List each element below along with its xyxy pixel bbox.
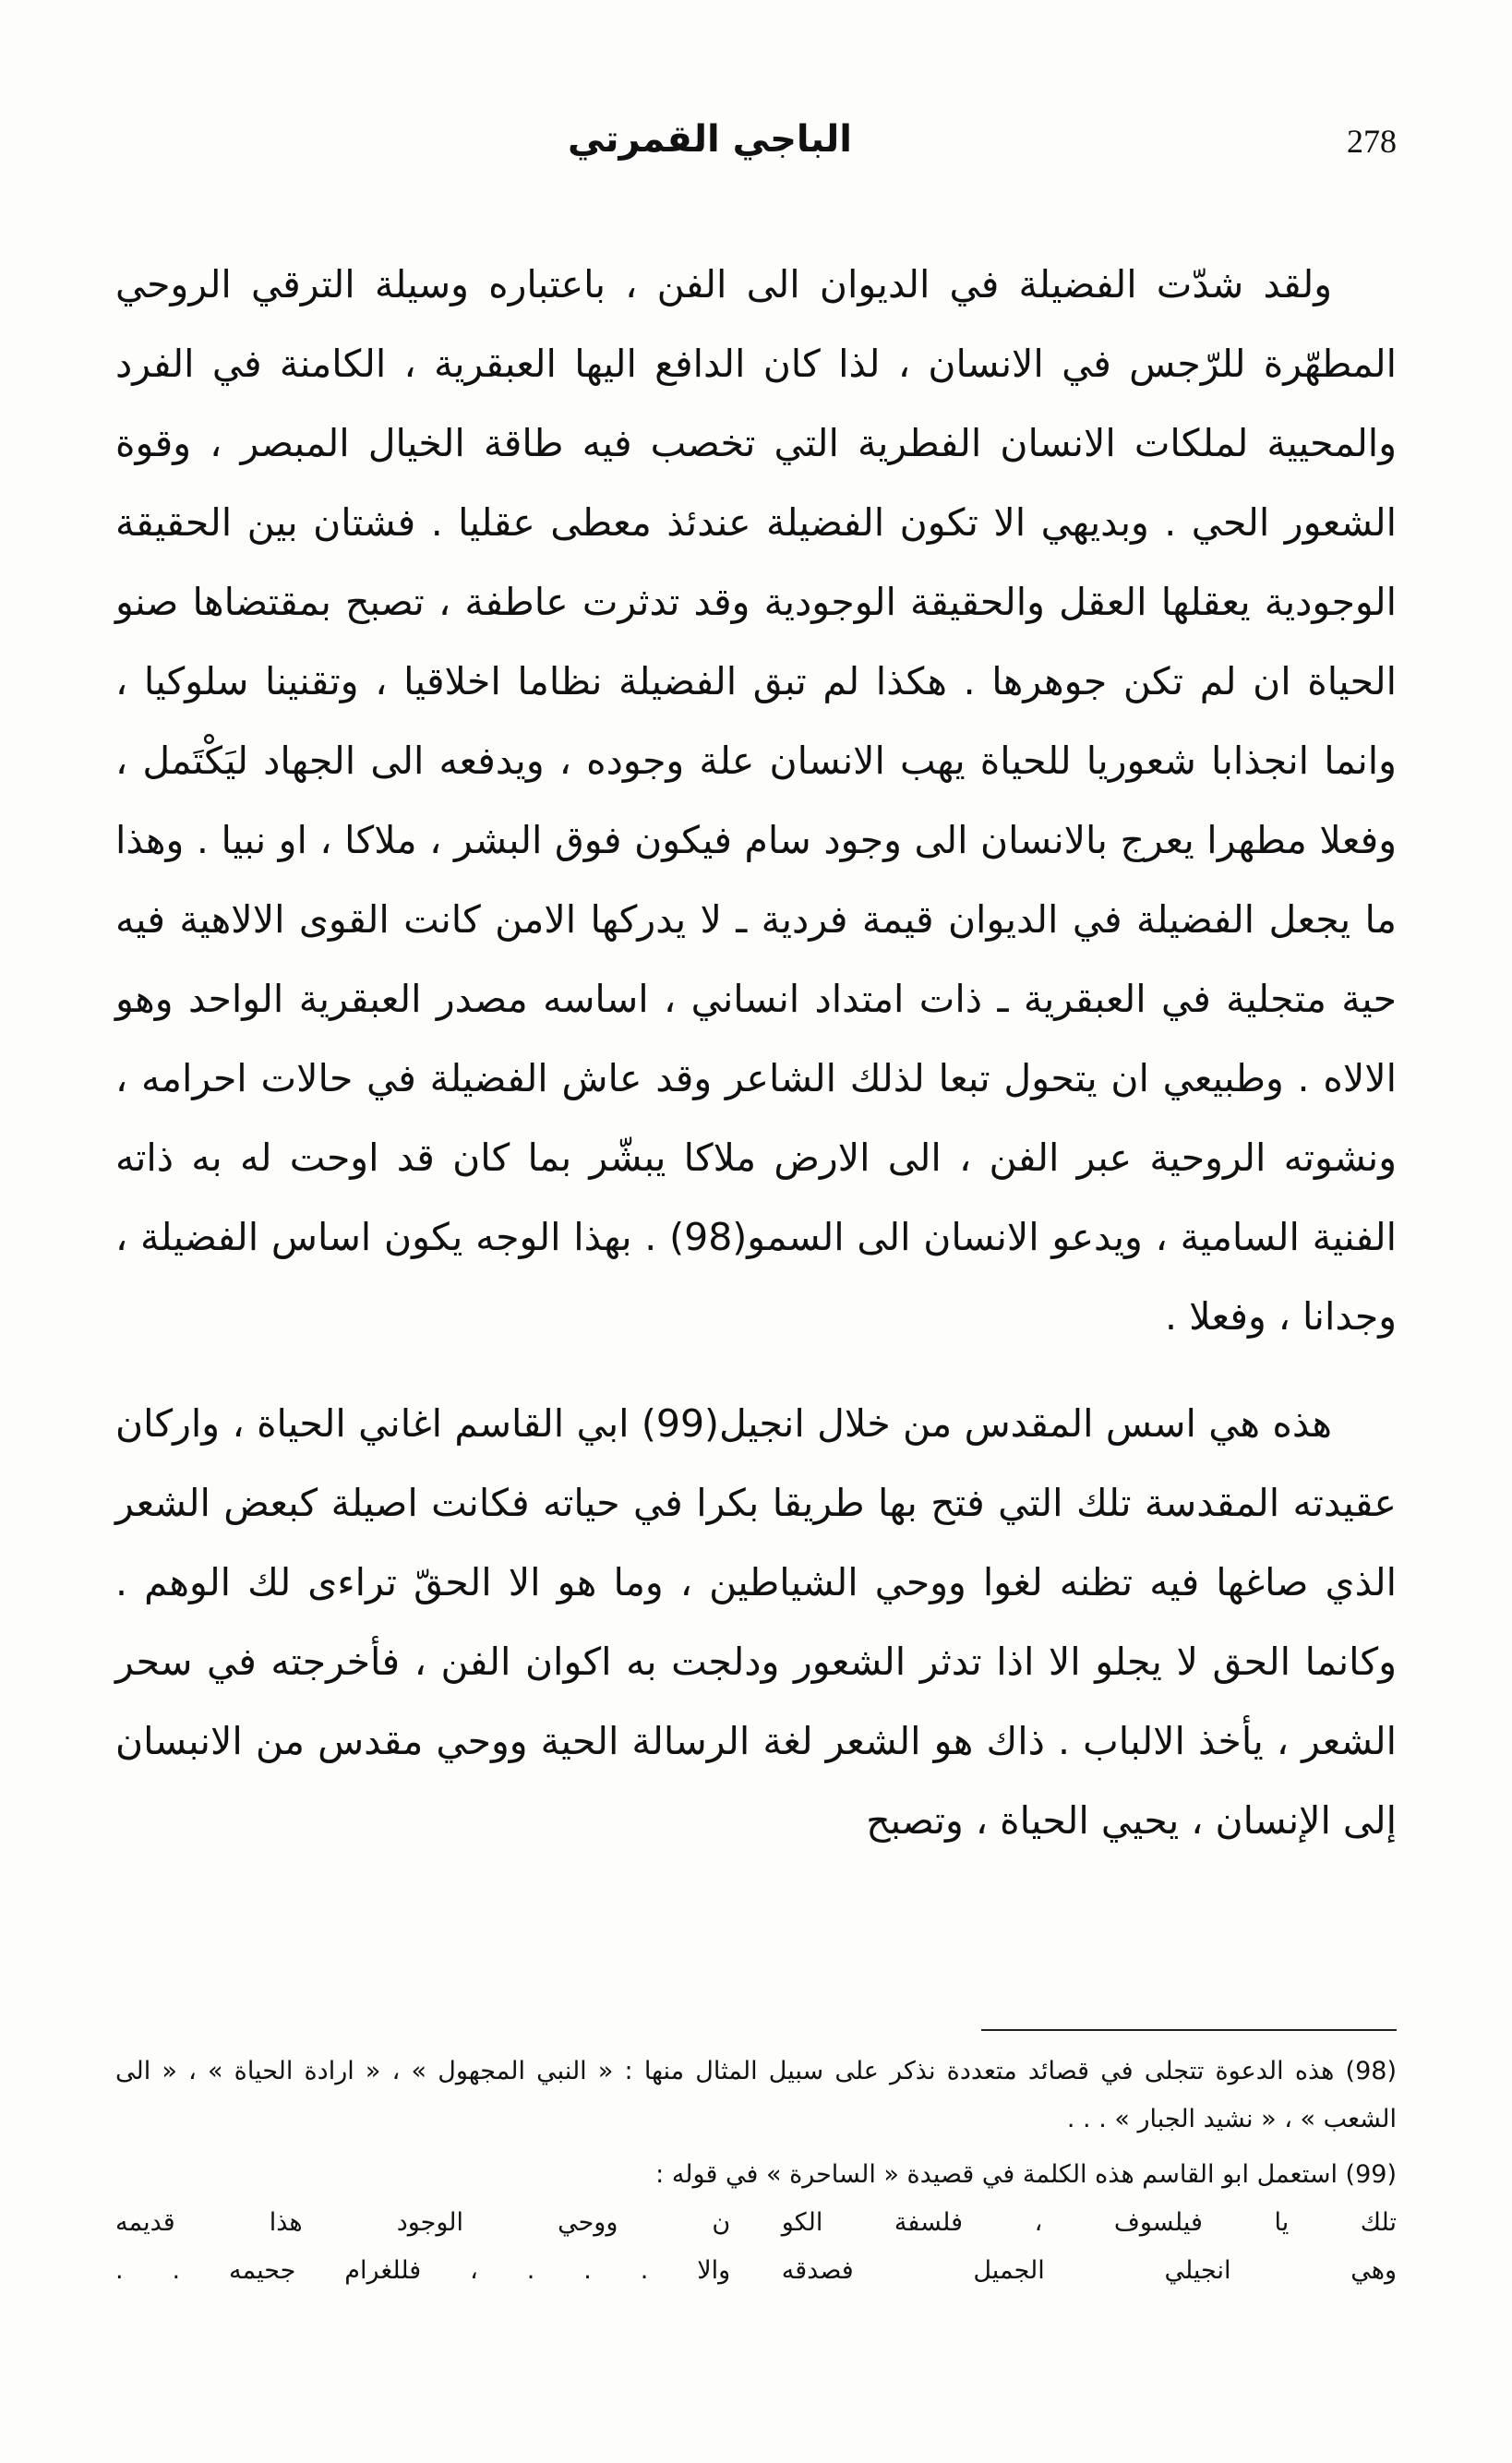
paragraph: هذه هي اسس المقدس من خلال انجيل(99) ابي القاسم اغاني الحياة ، واركان عقيدته المقدسة تلك التي فتح بها طريقا بكرا في حياته فكانت اصيلة كبعض الشعر الذي صاغها فيه تظنه لغوا ووحي الشياطين ، وما هو الا الحقّ تراءى لك الوهم . وكانما الحق لا يجلو الا اذا تدثر الشعور ودلجت به اكوان الفن ، فأخرجته في سحر الشعر ، يأخذ الالباب . ذاك هو الشعر لغة الرسالة الحية ووحي مقدس من الانبسان إلى الإنسان ، يحيي الحياة ، وتصبح xyxy=(115,1401,1397,1843)
verse-line xyxy=(115,2199,1397,2247)
footnotes xyxy=(115,2048,1397,2295)
verse-second-hemistich: ن ووحي الوجود هذا قديمه xyxy=(115,2208,731,2237)
footnote-99: (99) استعمل ابو القاسم هذه الكلمة في قصيدة « الساحرة » في قوله : xyxy=(655,2160,1397,2189)
verse-line xyxy=(115,2247,1397,2295)
verse-first-hemistich: وهي انجيلي الجميل فصدقه xyxy=(781,2256,1397,2285)
footnote-divider xyxy=(981,2029,1397,2031)
body-text xyxy=(115,245,1397,1860)
footnote-98: (98) هذه الدعوة تتجلى في قصائد متعددة نذكر على سبيل المثال منها : « النبي المجهول » ، « ارادة الحياة » ، « الى الشعب » ، « نشيد الجبار » . . . xyxy=(115,2057,1397,2133)
paragraph: ولقد شدّت الفضيلة في الديوان الى الفن ، باعتباره وسيلة الترقي الروحي المطهّرة للرّجس في الانسان ، لذا كان الدافع اليها العبقرية ، الكامنة في الفرد والمحيية لملكات الانسان الفطرية التي تخصب فيه طاقة الخيال المبصر ، وقوة الشعور الحي . وبديهي الا تكون الفضيلة عندئذ معطى عقليا . فشتان بين الحقيقة الوجودية يعقلها العقل والحقيقة الوجودية وقد تدثرت عاطفة ، تصبح بمقتضاها صنو الحياة ان لم تكن جوهرها . هكذا لم تبق الفضيلة نظاما اخلاقيا ، وتقنينا سلوكيا ، وانما انجذابا شعوريا للحياة يهب الانسان علة وجوده ، ويدفعه الى الجهاد ليَكْتَمل ، وفعلا مطهرا يعرج بالانسان الى وجود سام فيكون فوق البشر ، ملاكا ، او نبيا . وهذا ما يجعل الفضيلة في الديوان قيمة فردية ـ لا يدركها الامن كانت القوى الالاهية فيه حية متجلية في العبقرية ـ ذات امتداد انساني ، اساسه مصدر العبقرية الواحد وهو الالاه . وطبيعي ان يتحول تبعا لذلك الشاعر وقد عاش الفضيلة في حالات احرامه ، ونشوته الروحية عبر الفن ، الى الارض ملاكا يبشّر بما كان قد اوحت له به ذاته الفنية السامية ، ويدعو الانسان الى السمو(98) . بهذا الوجه يكون اساس الفضيلة ، وجدانا ، وفعلا . xyxy=(115,262,1397,1339)
running-header xyxy=(115,118,1397,174)
page-number: 278 xyxy=(1347,123,1397,160)
running-title: الباجي القمرتي xyxy=(567,118,852,161)
verse-first-hemistich: تلك يا فيلسوف ، فلسفة الكو xyxy=(781,2208,1397,2237)
verse-second-hemistich: والا . . . ، فللغرام جحيمه . . xyxy=(115,2256,731,2285)
